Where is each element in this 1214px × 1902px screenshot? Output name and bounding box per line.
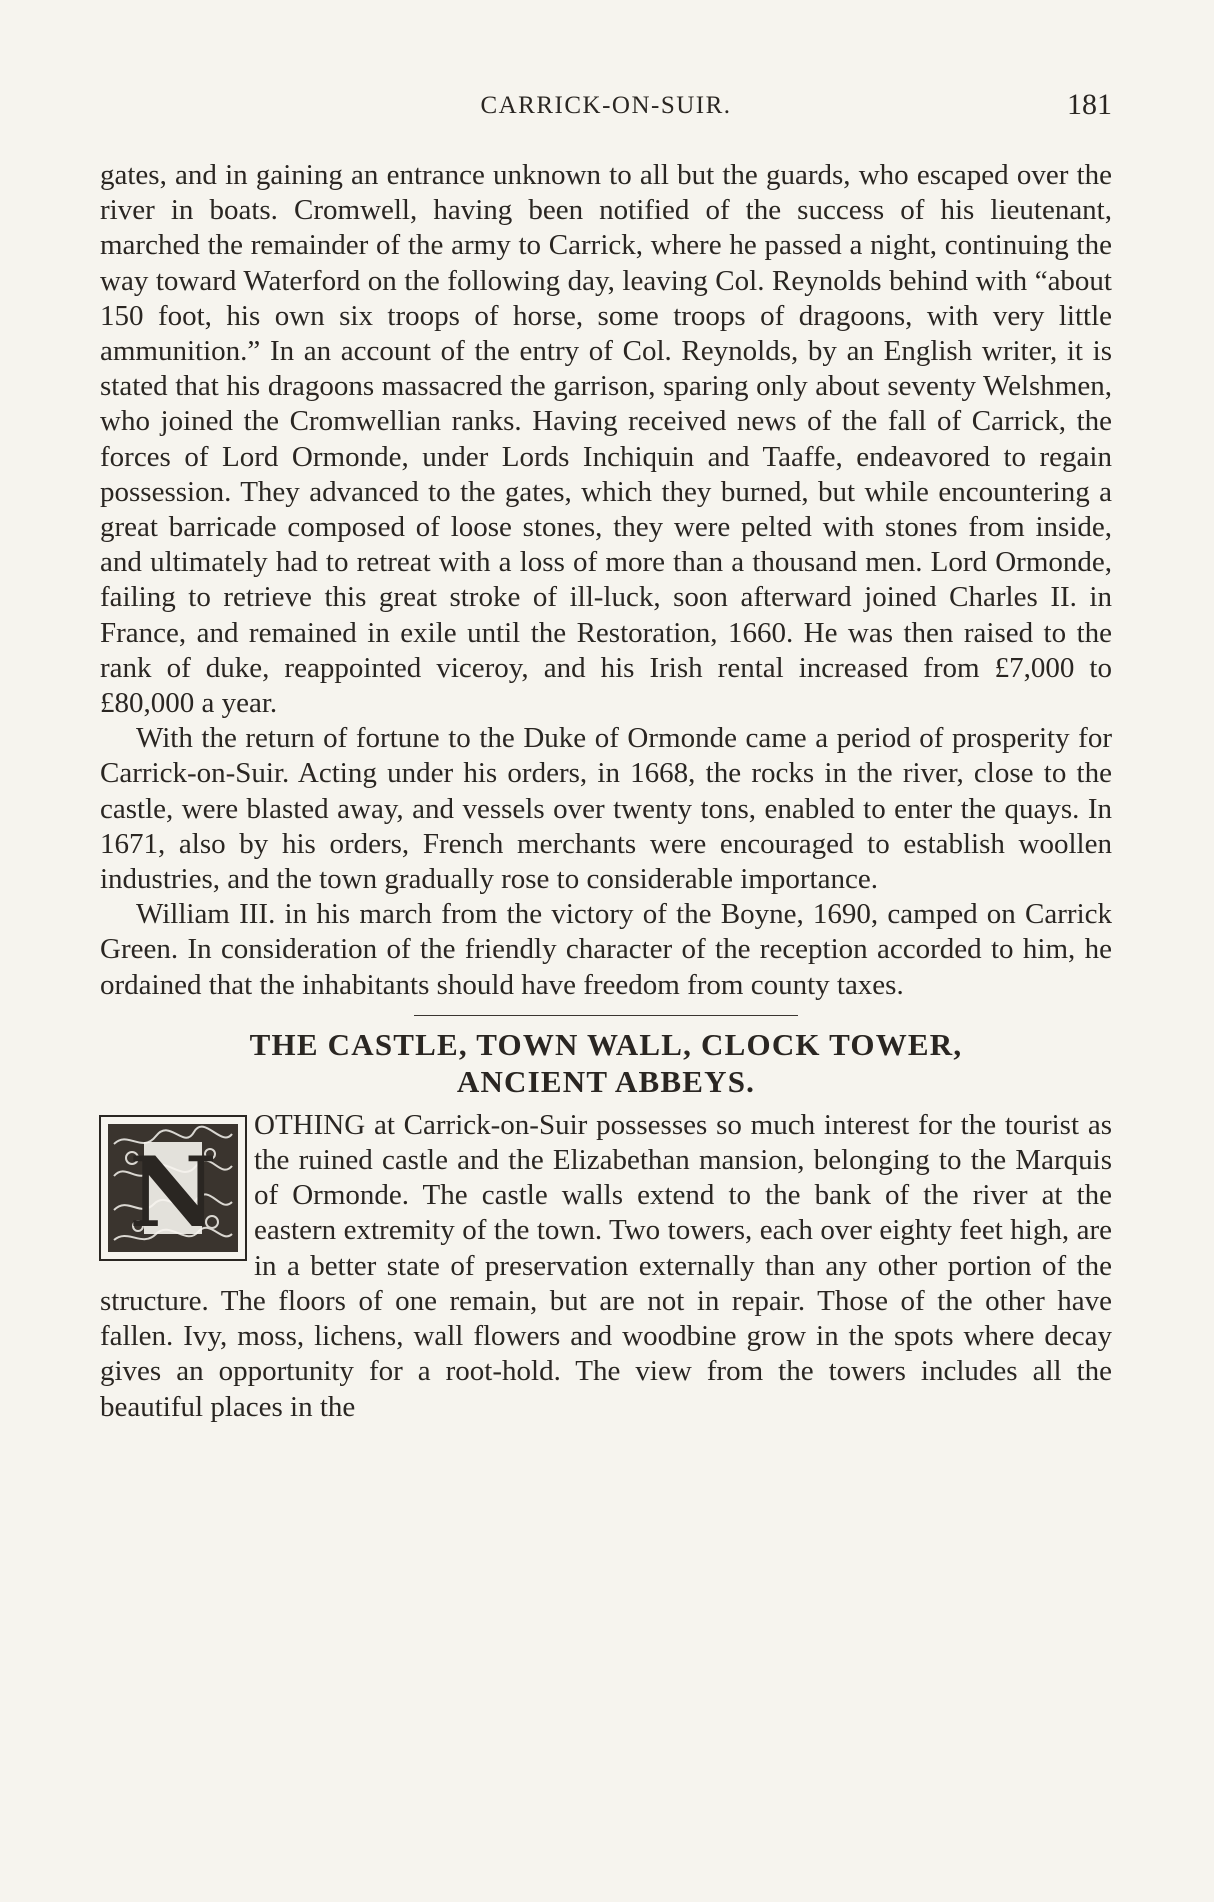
paragraph-2: With the return of fortune to the Duke of Ormonde came a period of prosperity for Carrick-on-Suir. Acting under his orders, in 1668, the rocks in the river, close to the castle, were blasted away, and vessels over twenty tons, enabled to enter the quays. In 1671, also by his orders, French merchants were encouraged to establish woollen industries, and the town gradually rose to considerable importance.	[100, 722, 1112, 896]
section-heading-line-1: THE CASTLE, TOWN WALL, CLOCK TOWER,	[249, 1026, 963, 1062]
running-title: CARRICK-ON-SUIR.	[480, 92, 732, 119]
body-text	[100, 158, 1112, 1425]
section-heading	[100, 1026, 1112, 1100]
paragraph-1: gates, and in gaining an entrance unknown to all but the guards, who escaped over the river in boats. Cromwell, having been notified of the success of his lieutenant, marched the remainder of the army to Carrick, where he passed a night, continuing the way toward Waterford on the following day, leaving Col. Reynolds behind with “about 150 foot, his own six troops of horse, some troops of dragoons, with very little ammunition.” In an account of the entry of Col. Reynolds, by an English writer, it is stated that his dragoons massacred the garrison, sparing only about seventy Welshmen, who joined the Cromwellian ranks. Having received news of the fall of Carrick, the forces of Lord Ormonde, under Lords Inchiquin and Taaffe, endeavored to regain possession. They advanced to the gates, which they burned, but while encountering a great barricade composed of loose stones, they were pelted with stones from inside, and ultimately had to retreat with a loss of more than a thousand men. Lord Ormonde, failing to retrieve this great stroke of ill-luck, soon afterward joined Charles II. in France, and remained in exile until the Restoration, 1660. He was then raised to the rank of duke, reappointed viceroy, and his Irish rental increased from £7,000 to £80,000 a year.	[100, 159, 1112, 720]
drop-cap-letter: N	[129, 1135, 217, 1249]
running-head	[100, 88, 1112, 128]
section-opening-paragraph: OTHING at Carrick-on-Suir possesses so much interest for the tourist as the ruined castle and the Elizabethan mansion, belonging to the Marquis of Ormonde. The castle walls extend to the bank of the river at the eastern extremity of the town. Two towers, each over eighty feet high, are in a better state of preservation externally than any other portion of the structure. The floors of one remain, but are not in repair. Those of the other have fallen. Ivy, moss, lichens, wall flowers and woodbine grow in the spots where decay gives an opportunity for a root-hold. The view from the towers includes all the beautiful places in the	[100, 1108, 1112, 1423]
section-heading-line-2: ANCIENT ABBEYS.	[456, 1063, 756, 1099]
page-number: 181	[1067, 88, 1112, 121]
section-divider-rule	[414, 1015, 798, 1016]
paragraph-3: William III. in his march from the victory of the Boyne, 1690, camped on Carrick Green. In consideration of the friendly character of the reception accorded to him, he ordained that the inhabitants should have freedom from county taxes.	[100, 898, 1112, 1001]
drop-cap-ornament	[98, 1114, 248, 1262]
ornamental-drop-cap	[98, 1114, 248, 1262]
